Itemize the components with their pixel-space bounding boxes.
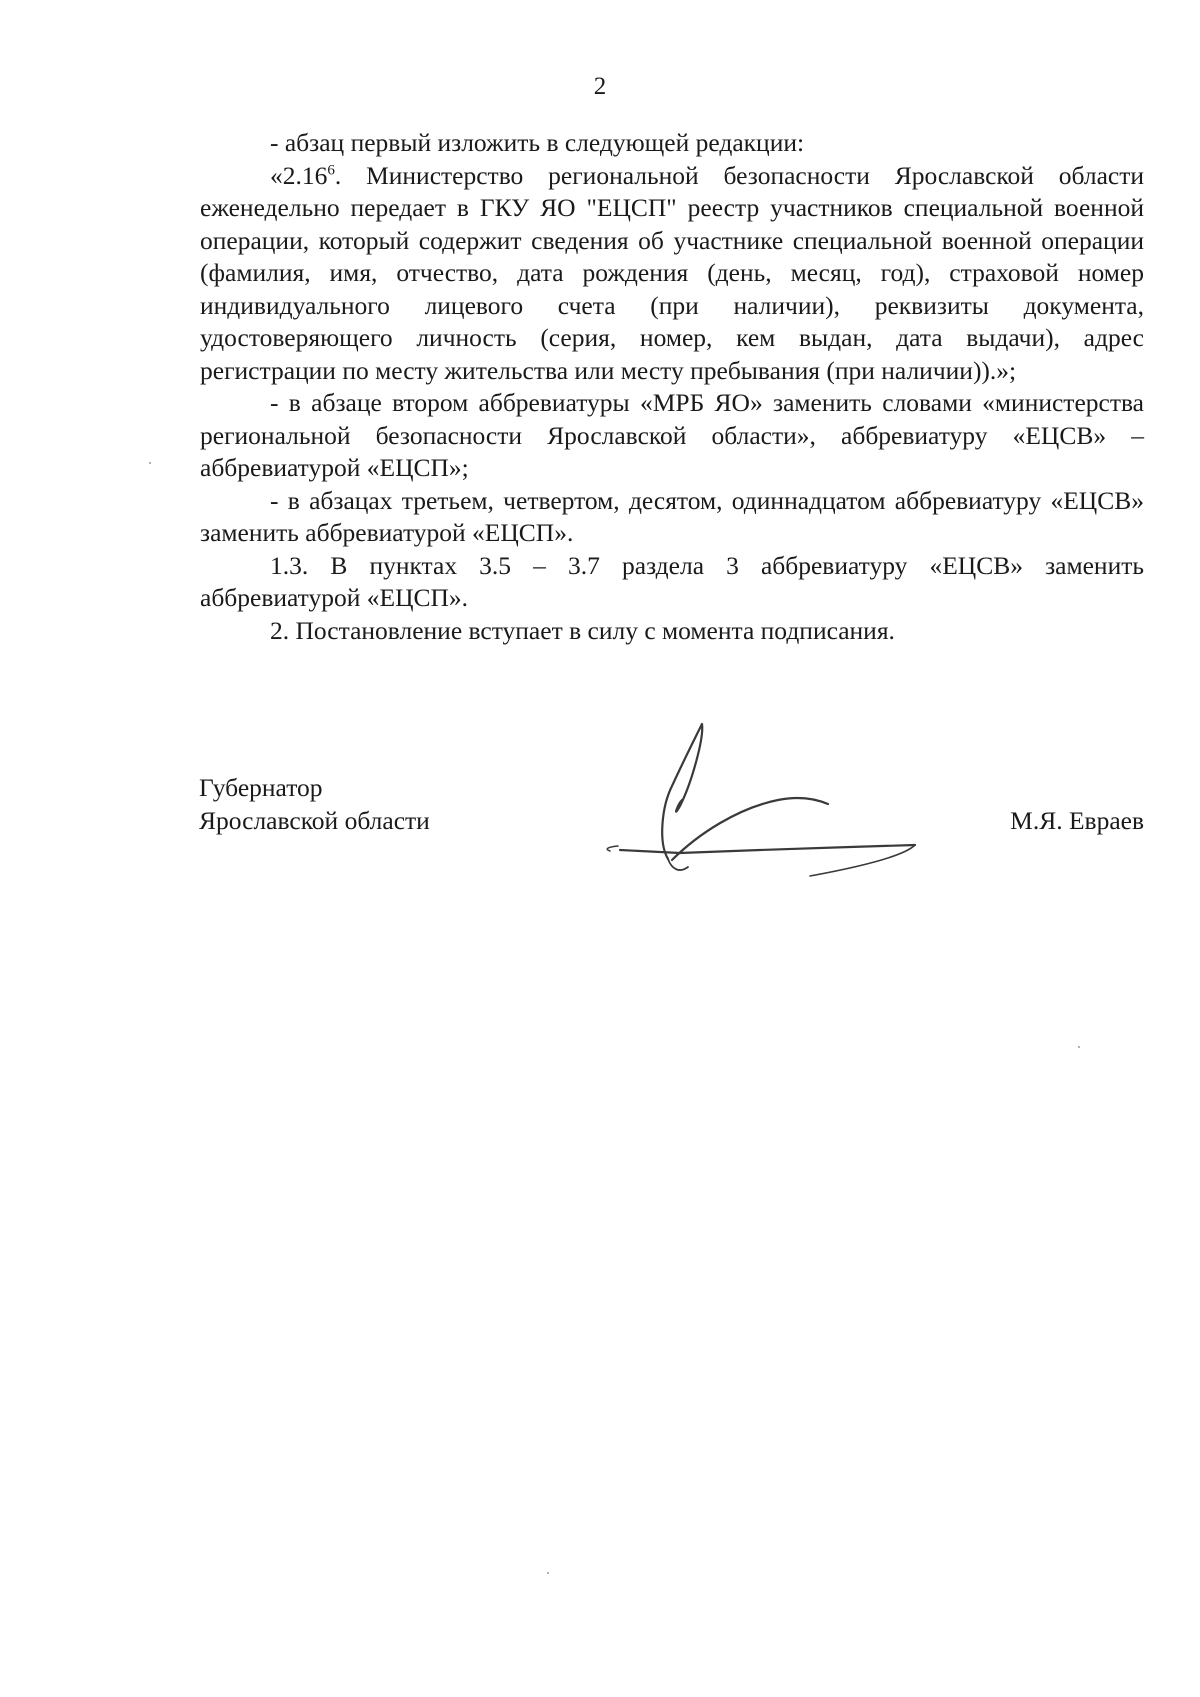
signatory-position-line1: Губернатор <box>199 773 323 802</box>
scan-speck <box>547 1572 549 1574</box>
scan-speck <box>149 462 151 464</box>
paragraph-point-2: 2. Постановление вступает в силу с момента подписания. <box>270 615 895 645</box>
document-body <box>200 127 1144 647</box>
paragraph-other-abzacs: - в абзацах третьем, четвертом, десятом, одиннадцатом аббревиатуру «ЕЦСВ» заменить аббревиатурой «ЕЦСП». <box>200 485 1144 547</box>
clause-superscript: 6 <box>327 162 335 178</box>
paragraph-amendment-intro: - абзац первый изложить в следующей редакции: <box>270 128 805 157</box>
paragraph-point-1-3: 1.3. В пунктах 3.5 – 3.7 раздела 3 аббревиатуру «ЕЦСВ» заменить аббревиатурой «ЕЦСП». <box>200 550 1144 612</box>
clause-body-text: . Министерство региональной безопасности Ярославской области еженедельно передает в ГКУ ЯО "ЕЦСП" реестр участников специальной военной операции, который содержит сведения об участнике специальной военной операции (фамилия, имя, отчество, дата рождения (день, месяц, год), страховой номер индивидуального лицевого счета (при наличии), реквизиты документа, удостоверяющего личность (серия, номер, кем выдан, дата выдачи), адрес регистрации по месту жительства или месту пребывания (при наличии)).»; <box>200 160 1144 385</box>
signatory-name: М.Я. Евраев <box>1010 806 1144 835</box>
signatory-position-line2: Ярославской области <box>199 805 430 835</box>
page-number: 2 <box>593 73 607 100</box>
clause-number-text: «2.16 <box>270 160 328 190</box>
scan-speck <box>1078 1046 1080 1048</box>
paragraph-second-abzac: - в абзаце втором аббревиатуры «МРБ ЯО» заменить словами «министерства региональной безопасности Ярославской области», аббревиатуру «ЕЦСВ» – аббревиатурой «ЕЦСП»; <box>200 388 1144 482</box>
paragraph-new-clause <box>200 160 1144 388</box>
handwritten-signature <box>560 710 940 900</box>
signatory-position <box>199 772 430 837</box>
